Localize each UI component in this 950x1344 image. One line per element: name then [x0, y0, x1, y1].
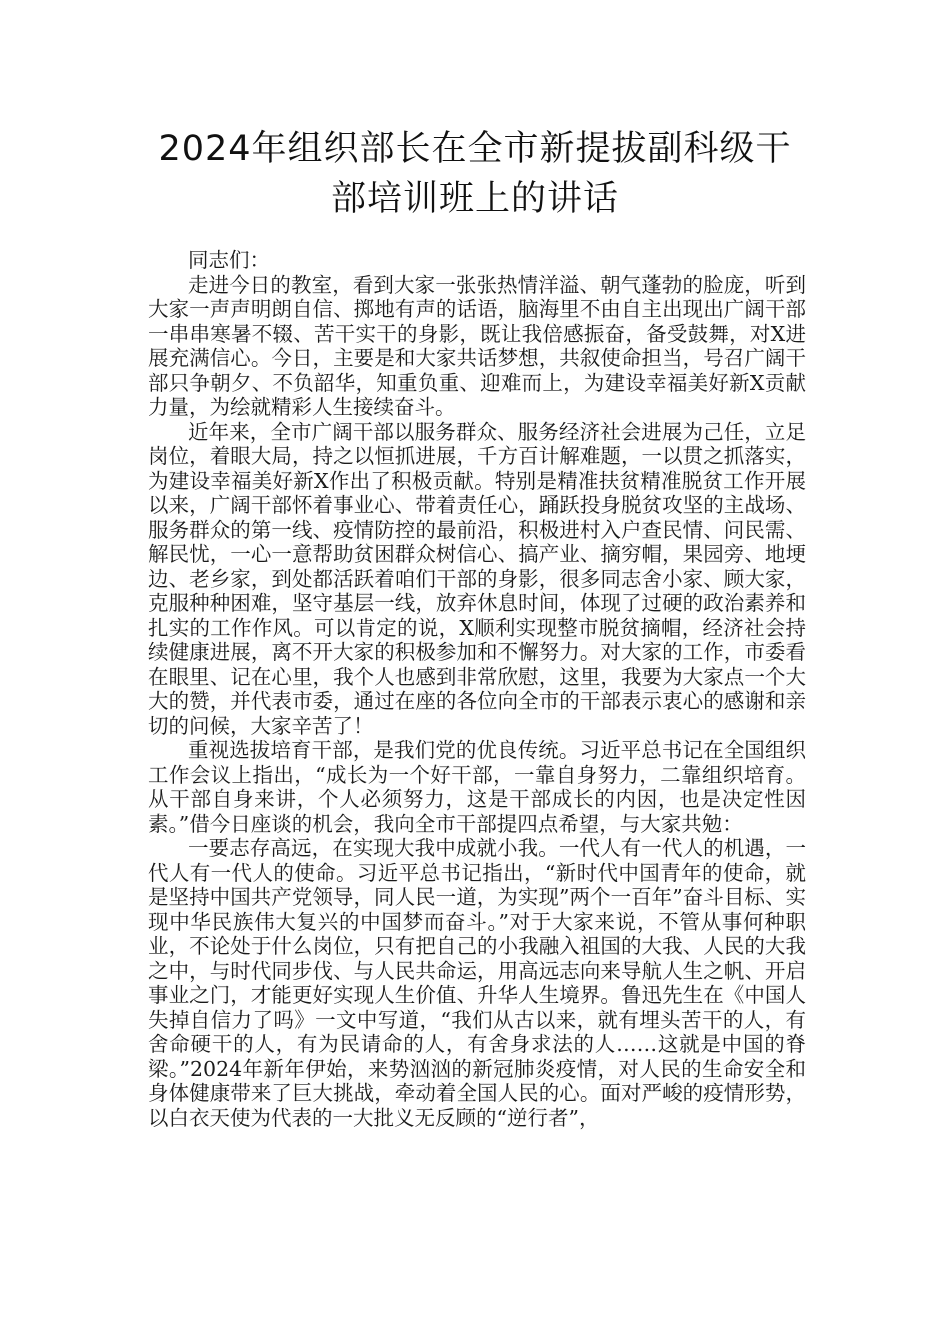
paragraph: 一要志存高远，在实现大我中成就小我。一代人有一代人的机遇，一代人有一代人的使命。习近平总书记指出，“新时代中国青年的使命，就是坚持中国共产党领导，同人民一道，为实现”两个一百年”奋斗目标、实现中华民族伟大复兴的中国梦而奋斗。”对于大家来说，不管从事何种职业，不论处于什么岗位，只有把自己的小我融入祖国的大我、人民的大我之中，与时代同步伐、与人民共命运，用高远志向来导航人生之帆、开启事业之门，才能更好实现人生价值、升华人生境界。鲁迅先生在《中国人失掉自信力了吗》一文中写道，“我们从古以来，就有埋头苦干的人，有舍命硬干的人，有为民请命的人，有舍身求法的人……这就是中国的脊梁。”2024年新年伊始，来势汹汹的新冠肺炎疫情，对人民的生命安全和身体健康带来了巨大挑战，牵动着全国人民的心。面对严峻的疫情形势，以白衣天使为代表的一大批义无反顾的“逆行者”，: [148, 836, 806, 1130]
document-body: [148, 248, 806, 1130]
salutation: 同志们：: [188, 248, 270, 272]
paragraph: 重视选拔培育干部，是我们党的优良传统。习近平总书记在全国组织工作会议上指出，“成长为一个好干部，一靠自身努力，二靠组织培育。从干部自身来讲，个人必须努力，这是干部成长的内因，也是决定性因素。”借今日座谈的机会，我向全市干部提四点希望，与大家共勉：: [148, 738, 806, 836]
title-line-1: 2024年组织部长在全市新提拔副科级干: [158, 129, 792, 169]
document-title: [120, 124, 830, 224]
title-line-2: 部培训班上的讲话: [330, 179, 619, 219]
paragraph: 走进今日的教室，看到大家一张张热情洋溢、朝气蓬勃的脸庞，听到大家一声声明朗自信、掷地有声的话语，脑海里不由自主出现出广阔干部一串串寒暑不辍、苦干实干的身影，既让我倍感振奋，备受鼓舞，对X进展充满信心。今日，主要是和大家共话梦想，共叙使命担当，号召广阔干部只争朝夕、不负韶华，知重负重、迎难而上，为建设幸福美好新X贡献力量，为绘就精彩人生接续奋斗。: [148, 272, 806, 419]
paragraph: 近年来，全市广阔干部以服务群众、服务经济社会进展为己任，立足岗位，着眼大局，持之以恒抓进展，千方百计解难题，一以贯之抓落实，为建设幸福美好新X作出了积极贡献。特别是精准扶贫精准脱贫工作开展以来，广阔干部怀着事业心、带着责任心，踊跃投身脱贫攻坚的主战场、服务群众的第一线、疫情防控的最前沿，积极进村入户查民情、问民需、解民忧，一心一意帮助贫困群众树信心、搞产业、摘穷帽，果园旁、地埂边、老乡家，到处都活跃着咱们干部的身影，很多同志舍小家、顾大家，克服种种困难，坚守基层一线，放弃休息时间，体现了过硬的政治素养和扎实的工作作风。可以肯定的说，X顺利实现整市脱贫摘帽，经济社会持续健康进展，离不开大家的积极参加和不懈努力。对大家的工作，市委看在眼里、记在心里，我个人也感到非常欣慰，这里，我要为大家点一个大大的赞，并代表市委，通过在座的各位向全市的干部表示衷心的感谢和亲切的问候，大家辛苦了！: [148, 419, 806, 738]
